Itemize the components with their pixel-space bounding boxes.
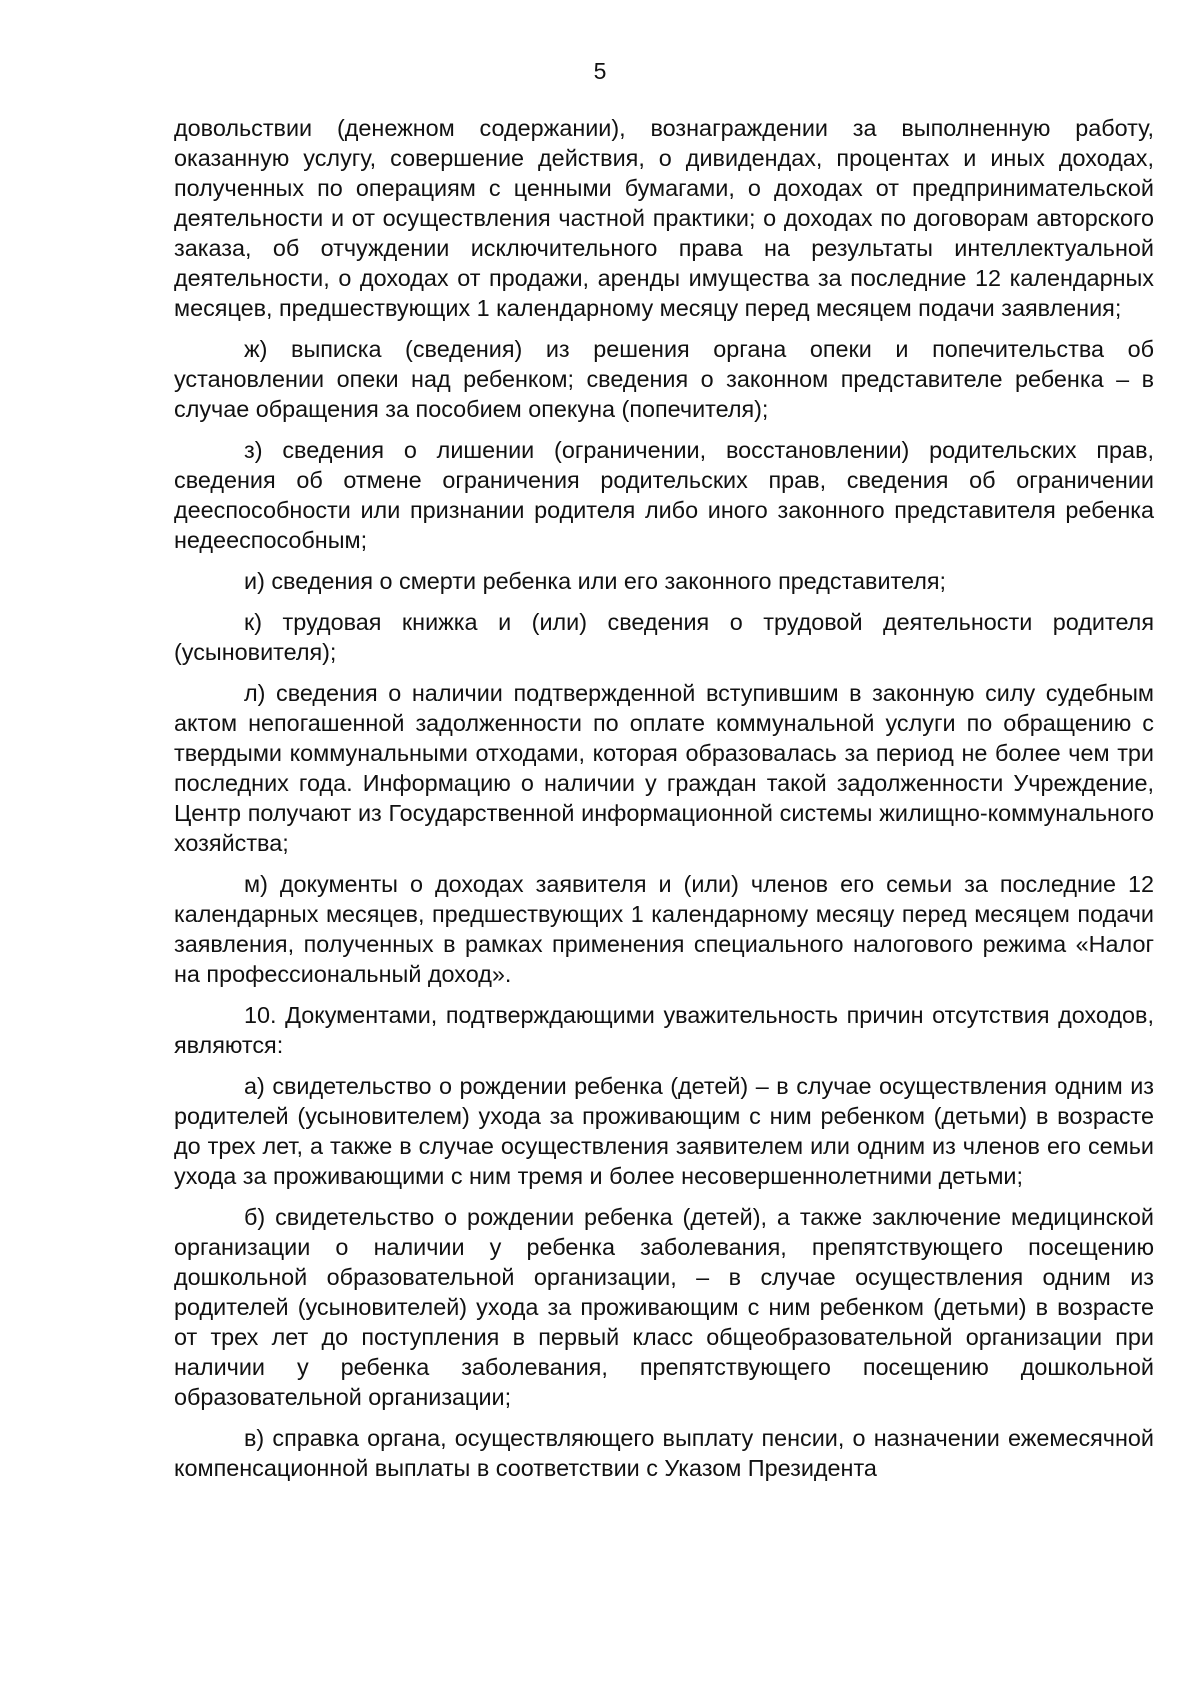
paragraph-section-10: 10. Документами, подтверждающими уважительность причин отсутствия доходов, являются:	[174, 1002, 1154, 1058]
page-number: 5	[593, 58, 607, 84]
paragraph-item-a: а) свидетельство о рождении ребенка (детей) – в случае осуществления одним из родителей (усыновителем) ухода за проживающим с ним ребенком (детьми) в возрасте до трех лет, а также в случае осуществления заявителем или одним из членов его семьи ухода за проживающими с ним тремя и более несовершеннолетними детьми;	[174, 1073, 1154, 1189]
document-body	[174, 113, 1154, 1483]
paragraph-item-z: з) сведения о лишении (ограничении, восстановлении) родительских прав, сведения об отмене ограничения родительских прав, сведения об ограничении дееспособности или признании родителя либо иного законного представителя ребенка недееспособным;	[174, 437, 1154, 553]
paragraph-item-i: и) сведения о смерти ребенка или его законного представителя;	[244, 568, 947, 594]
paragraph-item-v: в) справка органа, осуществляющего выплату пенсии, о назначении ежемесячной компенсационной выплаты в соответствии с Указом Президента	[174, 1425, 1154, 1481]
paragraph-item-k: к) трудовая книжка и (или) сведения о трудовой деятельности родителя (усыновителя);	[174, 609, 1154, 665]
paragraph-item-l: л) сведения о наличии подтвержденной вступившим в законную силу судебным актом непогашенной задолженности по оплате коммунальной услуги по обращению с твердыми коммунальными отходами, которая образовалась за период не более чем три последних года. Информацию о наличии у граждан такой задолженности Учреждение, Центр получают из Государственной информационной системы жилищно-коммунального хозяйства;	[174, 680, 1154, 856]
paragraph-item-m: м) документы о доходах заявителя и (или) членов его семьи за последние 12 календарных месяцев, предшествующих 1 календарному месяцу перед месяцем подачи заявления, полученных в рамках применения специального налогового режима «Налог на профессиональный доход».	[174, 871, 1154, 987]
paragraph-continued-income-info: довольствии (денежном содержании), вознаграждении за выполненную работу, оказанную услугу, совершение действия, о дивидендах, процентах и иных доходах, полученных по операциям с ценными бумагами, о доходах от предпринимательской деятельности и от осуществления частной практики; о доходах по договорам авторского заказа, об отчуждении исключительного права на результаты интеллектуальной деятельности, о доходах от продажи, аренды имущества за последние 12 календарных месяцев, предшествующих 1 календарному месяцу перед месяцем подачи заявления;	[174, 115, 1154, 321]
paragraph-item-b: б) свидетельство о рождении ребенка (детей), а также заключение медицинской организации о наличии у ребенка заболевания, препятствующего посещению дошкольной образовательной организации, – в случае осуществления одним из родителей (усыновителей) ухода за проживающим с ним ребенком (детьми) в возрасте от трех лет до поступления в первый класс общеобразовательной организации при наличии у ребенка заболевания, препятствующего посещению дошкольной образовательной организации;	[174, 1204, 1154, 1410]
paragraph-item-zh: ж) выписка (сведения) из решения органа опеки и попечительства об установлении опеки над ребенком; сведения о законном представителе ребенка – в случае обращения за пособием опекуна (попечителя);	[174, 336, 1154, 422]
